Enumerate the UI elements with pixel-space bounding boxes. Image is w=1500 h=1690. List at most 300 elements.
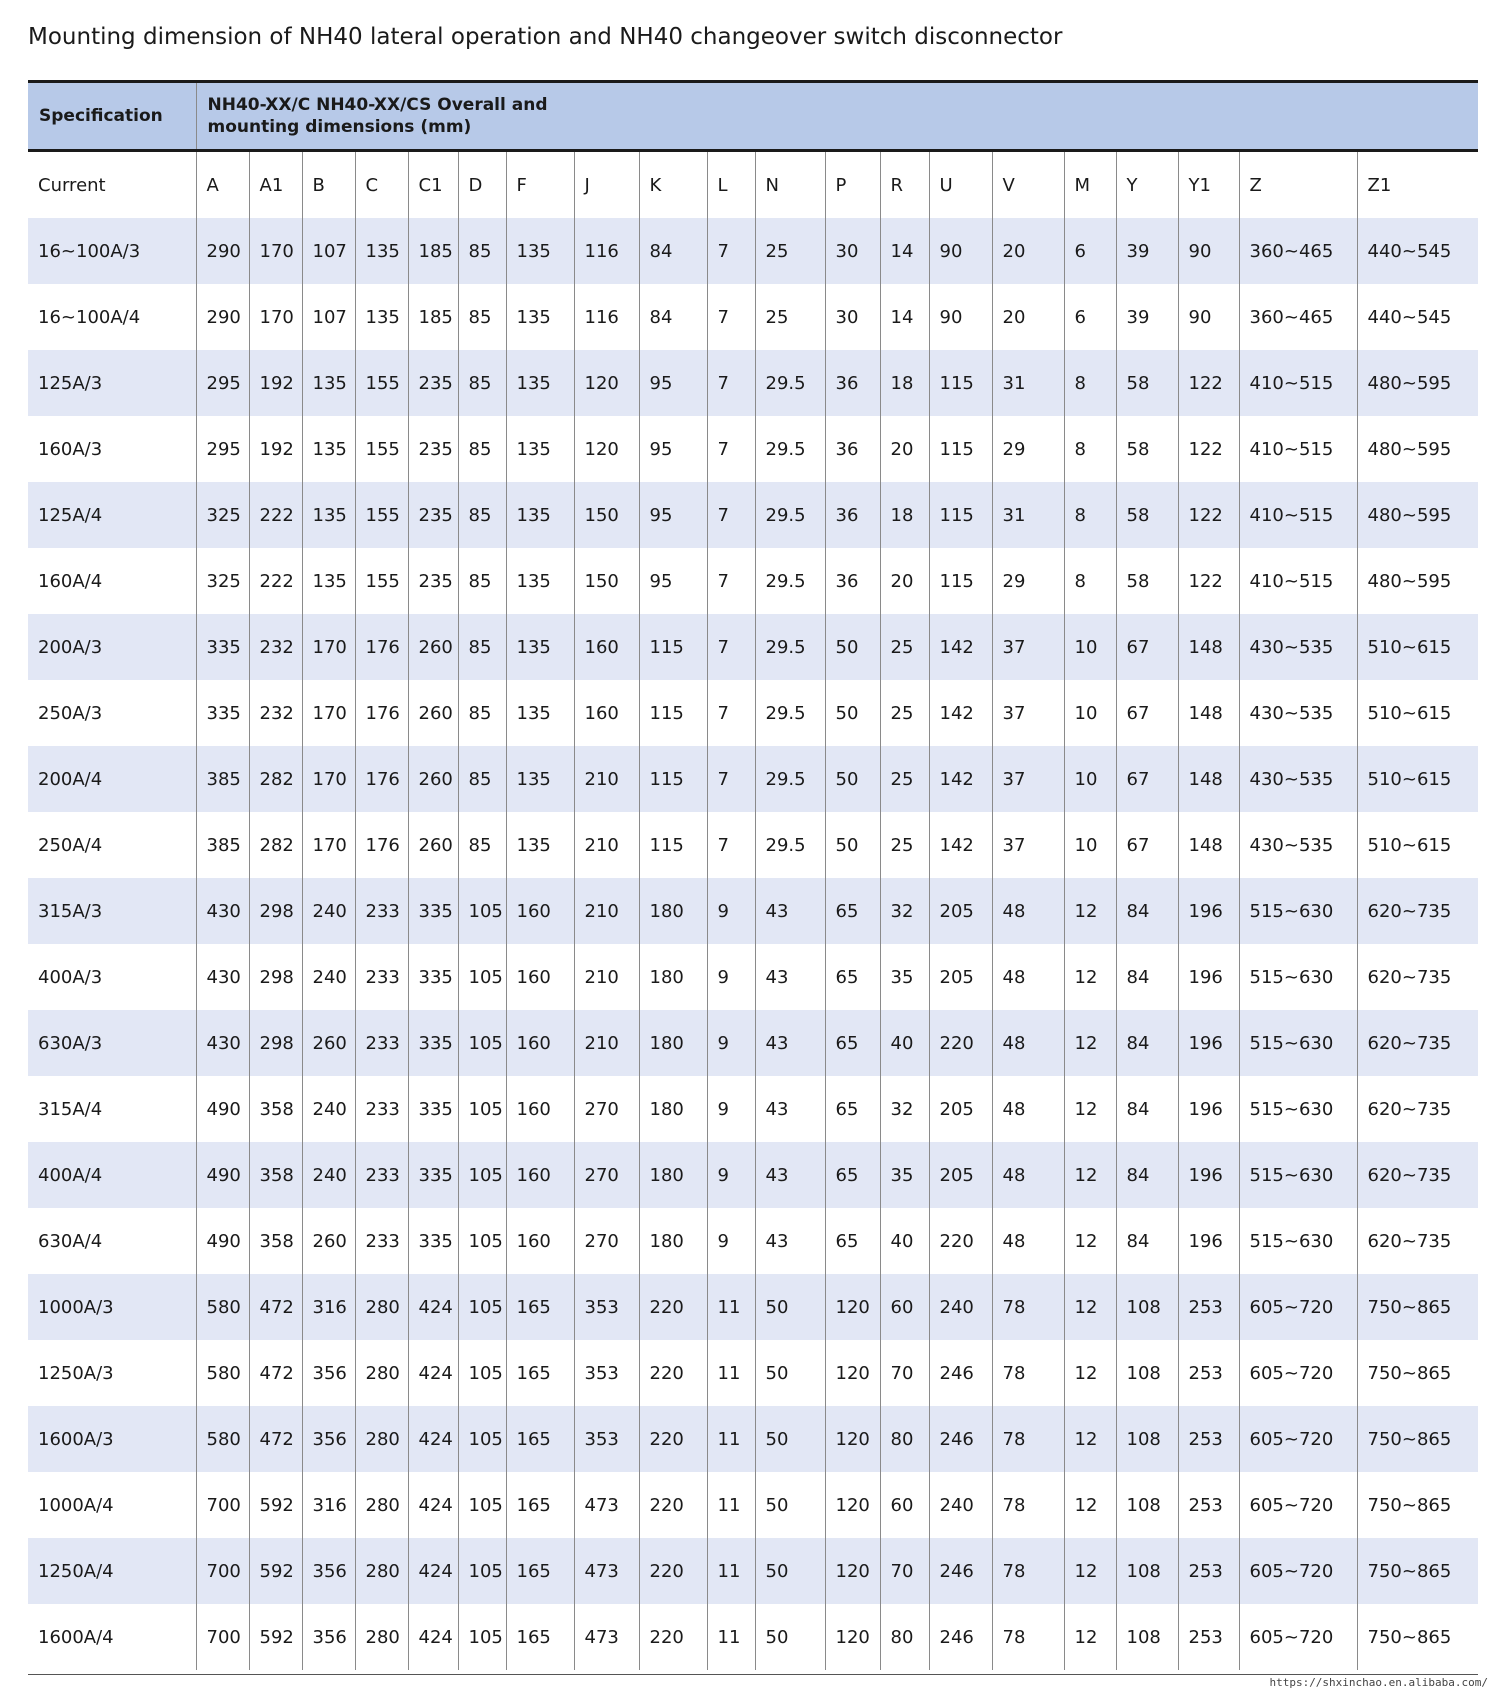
dimension-cell: 11 bbox=[707, 1472, 755, 1538]
dimension-cell: 232 bbox=[249, 680, 302, 746]
dimension-cell: 120 bbox=[825, 1472, 880, 1538]
dimension-cell: 7 bbox=[707, 746, 755, 812]
table-row bbox=[28, 1142, 1478, 1208]
dimension-cell: 605~720 bbox=[1239, 1340, 1357, 1406]
dimension-cell: 43 bbox=[755, 1076, 825, 1142]
dimension-cell: 50 bbox=[755, 1472, 825, 1538]
dimension-cell: 14 bbox=[880, 284, 929, 350]
dimension-cell: 176 bbox=[355, 680, 408, 746]
dimension-cell: 9 bbox=[707, 878, 755, 944]
dimension-cell: 240 bbox=[302, 1076, 355, 1142]
current-cell: 400A/4 bbox=[28, 1142, 196, 1208]
dimension-cell: 430~535 bbox=[1239, 812, 1357, 878]
dimension-cell: 280 bbox=[355, 1340, 408, 1406]
dimension-cell: 233 bbox=[355, 1010, 408, 1076]
dimension-column-header: B bbox=[302, 151, 355, 219]
current-cell: 1000A/4 bbox=[28, 1472, 196, 1538]
dimension-cell: 335 bbox=[408, 1010, 458, 1076]
dimension-cell: 220 bbox=[639, 1604, 707, 1670]
dimension-cell: 235 bbox=[408, 482, 458, 548]
dimension-cell: 12 bbox=[1064, 1208, 1116, 1274]
current-cell: 160A/3 bbox=[28, 416, 196, 482]
dimension-cell: 580 bbox=[196, 1340, 249, 1406]
dimension-cell: 750~865 bbox=[1357, 1274, 1478, 1340]
dimension-cell: 440~545 bbox=[1357, 284, 1478, 350]
dimension-cell: 515~630 bbox=[1239, 1208, 1357, 1274]
dimension-cell: 78 bbox=[992, 1472, 1064, 1538]
dimension-cell: 84 bbox=[1116, 1076, 1178, 1142]
dimension-cell: 9 bbox=[707, 1010, 755, 1076]
dimension-cell: 280 bbox=[355, 1406, 408, 1472]
dimension-cell: 85 bbox=[458, 218, 506, 284]
dimension-cell: 12 bbox=[1064, 1142, 1116, 1208]
dimension-cell: 750~865 bbox=[1357, 1340, 1478, 1406]
current-cell: 315A/3 bbox=[28, 878, 196, 944]
current-cell: 1250A/3 bbox=[28, 1340, 196, 1406]
dimension-cell: 120 bbox=[574, 350, 639, 416]
dimension-cell: 160 bbox=[506, 1208, 574, 1274]
dimension-cell: 325 bbox=[196, 482, 249, 548]
table-row bbox=[28, 350, 1478, 416]
dimension-cell: 7 bbox=[707, 614, 755, 680]
dimension-cell: 233 bbox=[355, 878, 408, 944]
dimension-cell: 30 bbox=[825, 284, 880, 350]
dimension-column-header: K bbox=[639, 151, 707, 219]
dimension-cell: 50 bbox=[755, 1274, 825, 1340]
dimension-cell: 620~735 bbox=[1357, 1076, 1478, 1142]
dimension-column-header: A bbox=[196, 151, 249, 219]
dimension-cell: 700 bbox=[196, 1538, 249, 1604]
dimension-cell: 430~535 bbox=[1239, 746, 1357, 812]
source-watermark: https://shxinchao.en.alibaba.com/ bbox=[1269, 1676, 1488, 1689]
dimension-cell: 235 bbox=[408, 548, 458, 614]
dimension-cell: 210 bbox=[574, 878, 639, 944]
table-row bbox=[28, 1472, 1478, 1538]
dimension-cell: 12 bbox=[1064, 1538, 1116, 1604]
dimension-column-header: V bbox=[992, 151, 1064, 219]
dimension-cell: 335 bbox=[408, 1076, 458, 1142]
dimension-cell: 12 bbox=[1064, 1340, 1116, 1406]
dimension-cell: 148 bbox=[1178, 746, 1239, 812]
dimension-cell: 515~630 bbox=[1239, 878, 1357, 944]
dimension-cell: 48 bbox=[992, 1208, 1064, 1274]
dimension-cell: 185 bbox=[408, 218, 458, 284]
dimension-column-header: Z bbox=[1239, 151, 1357, 219]
dimension-column-header: C bbox=[355, 151, 408, 219]
current-cell: 250A/3 bbox=[28, 680, 196, 746]
dimension-cell: 58 bbox=[1116, 548, 1178, 614]
dimension-cell: 430 bbox=[196, 878, 249, 944]
dimension-cell: 430 bbox=[196, 944, 249, 1010]
dimension-cell: 142 bbox=[929, 746, 992, 812]
table-row bbox=[28, 1538, 1478, 1604]
dimension-cell: 424 bbox=[408, 1340, 458, 1406]
dimension-cell: 29.5 bbox=[755, 812, 825, 878]
dimension-cell: 240 bbox=[302, 878, 355, 944]
dimension-cell: 43 bbox=[755, 1208, 825, 1274]
dimension-cell: 50 bbox=[755, 1340, 825, 1406]
dimension-cell: 85 bbox=[458, 746, 506, 812]
dimension-cell: 282 bbox=[249, 812, 302, 878]
current-cell: 125A/3 bbox=[28, 350, 196, 416]
dimension-cell: 25 bbox=[755, 218, 825, 284]
dimension-cell: 240 bbox=[929, 1472, 992, 1538]
current-cell: 200A/4 bbox=[28, 746, 196, 812]
dimension-cell: 515~630 bbox=[1239, 1010, 1357, 1076]
dimension-cell: 358 bbox=[249, 1142, 302, 1208]
dimension-cell: 12 bbox=[1064, 1010, 1116, 1076]
dimension-cell: 84 bbox=[639, 218, 707, 284]
dimension-cell: 232 bbox=[249, 614, 302, 680]
dimension-cell: 316 bbox=[302, 1274, 355, 1340]
dimension-cell: 65 bbox=[825, 878, 880, 944]
dimension-cell: 48 bbox=[992, 944, 1064, 1010]
dimension-cell: 116 bbox=[574, 284, 639, 350]
current-cell: 160A/4 bbox=[28, 548, 196, 614]
dimension-cell: 115 bbox=[639, 680, 707, 746]
dimension-cell: 356 bbox=[302, 1340, 355, 1406]
dimension-cell: 220 bbox=[639, 1406, 707, 1472]
dimension-cell: 270 bbox=[574, 1076, 639, 1142]
dimension-cell: 48 bbox=[992, 1142, 1064, 1208]
dimension-cell: 120 bbox=[825, 1604, 880, 1670]
dimension-cell: 37 bbox=[992, 812, 1064, 878]
dimension-cell: 353 bbox=[574, 1406, 639, 1472]
dimension-cell: 29.5 bbox=[755, 482, 825, 548]
dimension-cell: 165 bbox=[506, 1340, 574, 1406]
dimension-cell: 298 bbox=[249, 878, 302, 944]
dimension-cell: 122 bbox=[1178, 416, 1239, 482]
current-cell: 16~100A/4 bbox=[28, 284, 196, 350]
dimension-cell: 335 bbox=[196, 680, 249, 746]
dimension-cell: 295 bbox=[196, 350, 249, 416]
dimension-cell: 260 bbox=[408, 680, 458, 746]
dimension-cell: 8 bbox=[1064, 350, 1116, 416]
dimension-cell: 430~535 bbox=[1239, 680, 1357, 746]
dimension-cell: 620~735 bbox=[1357, 878, 1478, 944]
dimension-column-header: A1 bbox=[249, 151, 302, 219]
dimension-cell: 105 bbox=[458, 944, 506, 1010]
dimension-cell: 120 bbox=[574, 416, 639, 482]
dimension-cell: 605~720 bbox=[1239, 1604, 1357, 1670]
dimension-cell: 410~515 bbox=[1239, 548, 1357, 614]
dimension-cell: 424 bbox=[408, 1406, 458, 1472]
dimension-cell: 9 bbox=[707, 1076, 755, 1142]
dimension-cell: 148 bbox=[1178, 812, 1239, 878]
dimension-cell: 10 bbox=[1064, 812, 1116, 878]
dimension-cell: 335 bbox=[408, 1142, 458, 1208]
dimension-cell: 95 bbox=[639, 416, 707, 482]
dimension-cell: 105 bbox=[458, 1076, 506, 1142]
dimension-cell: 473 bbox=[574, 1472, 639, 1538]
current-cell: 315A/4 bbox=[28, 1076, 196, 1142]
current-cell: 400A/3 bbox=[28, 944, 196, 1010]
dimension-cell: 170 bbox=[302, 746, 355, 812]
dimension-cell: 160 bbox=[574, 614, 639, 680]
dimension-cell: 50 bbox=[755, 1406, 825, 1472]
dimension-cell: 360~465 bbox=[1239, 218, 1357, 284]
dimension-cell: 108 bbox=[1116, 1406, 1178, 1472]
dimension-cell: 78 bbox=[992, 1274, 1064, 1340]
dimension-cell: 29 bbox=[992, 548, 1064, 614]
dimension-cell: 424 bbox=[408, 1538, 458, 1604]
dimension-cell: 515~630 bbox=[1239, 1076, 1357, 1142]
dimension-cell: 176 bbox=[355, 614, 408, 680]
dimension-cell: 105 bbox=[458, 1472, 506, 1538]
dimension-cell: 356 bbox=[302, 1604, 355, 1670]
dimension-cell: 700 bbox=[196, 1604, 249, 1670]
dimension-cell: 12 bbox=[1064, 1274, 1116, 1340]
dimension-cell: 210 bbox=[574, 1010, 639, 1076]
dimension-cell: 105 bbox=[458, 1604, 506, 1670]
dimension-cell: 12 bbox=[1064, 1604, 1116, 1670]
dimension-cell: 135 bbox=[506, 218, 574, 284]
dimension-cell: 65 bbox=[825, 1010, 880, 1076]
dimension-cell: 260 bbox=[408, 614, 458, 680]
dimension-cell: 353 bbox=[574, 1340, 639, 1406]
dimension-column-header: F bbox=[506, 151, 574, 219]
dimension-cell: 67 bbox=[1116, 812, 1178, 878]
dimension-cell: 210 bbox=[574, 746, 639, 812]
dimension-cell: 253 bbox=[1178, 1472, 1239, 1538]
dimension-cell: 29 bbox=[992, 416, 1064, 482]
dimension-cell: 510~615 bbox=[1357, 680, 1478, 746]
dimension-cell: 43 bbox=[755, 1010, 825, 1076]
dimension-cell: 280 bbox=[355, 1538, 408, 1604]
dimension-cell: 7 bbox=[707, 284, 755, 350]
dimension-cell: 12 bbox=[1064, 1472, 1116, 1538]
dimension-cell: 620~735 bbox=[1357, 1208, 1478, 1274]
dimension-cell: 510~615 bbox=[1357, 746, 1478, 812]
dimension-cell: 84 bbox=[1116, 1010, 1178, 1076]
dimension-cell: 35 bbox=[880, 944, 929, 1010]
dimension-cell: 150 bbox=[574, 482, 639, 548]
table-row bbox=[28, 284, 1478, 350]
dimension-cell: 160 bbox=[574, 680, 639, 746]
dimension-cell: 620~735 bbox=[1357, 1142, 1478, 1208]
dimension-cell: 155 bbox=[355, 548, 408, 614]
dimension-cell: 135 bbox=[302, 548, 355, 614]
dimension-cell: 115 bbox=[929, 416, 992, 482]
dimension-cell: 240 bbox=[302, 944, 355, 1010]
table-row bbox=[28, 218, 1478, 284]
dimension-cell: 10 bbox=[1064, 746, 1116, 812]
dimension-cell: 210 bbox=[574, 812, 639, 878]
dimension-cell: 8 bbox=[1064, 482, 1116, 548]
dimension-cell: 192 bbox=[249, 416, 302, 482]
dimension-cell: 510~615 bbox=[1357, 812, 1478, 878]
group-header-line2: mounting dimensions (mm) bbox=[207, 117, 472, 137]
dimension-cell: 20 bbox=[880, 416, 929, 482]
dimension-cell: 80 bbox=[880, 1604, 929, 1670]
table-row bbox=[28, 878, 1478, 944]
dimension-cell: 580 bbox=[196, 1274, 249, 1340]
dimension-cell: 135 bbox=[506, 680, 574, 746]
dimension-cell: 135 bbox=[506, 482, 574, 548]
dimension-cell: 35 bbox=[880, 1142, 929, 1208]
dimension-cell: 410~515 bbox=[1239, 416, 1357, 482]
dimension-cell: 37 bbox=[992, 746, 1064, 812]
dimension-cell: 515~630 bbox=[1239, 1142, 1357, 1208]
dimension-cell: 122 bbox=[1178, 548, 1239, 614]
dimension-cell: 78 bbox=[992, 1340, 1064, 1406]
dimension-cell: 295 bbox=[196, 416, 249, 482]
dimension-cell: 233 bbox=[355, 1208, 408, 1274]
dimension-cell: 105 bbox=[458, 1142, 506, 1208]
dimension-cell: 196 bbox=[1178, 1010, 1239, 1076]
dimension-cell: 135 bbox=[506, 614, 574, 680]
dimension-cell: 95 bbox=[639, 350, 707, 416]
dimension-cell: 67 bbox=[1116, 746, 1178, 812]
current-cell: 250A/4 bbox=[28, 812, 196, 878]
table-row bbox=[28, 548, 1478, 614]
dimension-cell: 246 bbox=[929, 1340, 992, 1406]
dimension-cell: 122 bbox=[1178, 350, 1239, 416]
table-header-row bbox=[28, 82, 1478, 151]
dimension-cell: 424 bbox=[408, 1472, 458, 1538]
dimension-cell: 605~720 bbox=[1239, 1274, 1357, 1340]
dimension-cell: 135 bbox=[302, 350, 355, 416]
dimension-cell: 29.5 bbox=[755, 416, 825, 482]
dimension-cell: 160 bbox=[506, 1142, 574, 1208]
dimension-cell: 253 bbox=[1178, 1604, 1239, 1670]
dimension-cell: 165 bbox=[506, 1538, 574, 1604]
dimension-cell: 385 bbox=[196, 812, 249, 878]
dimension-cell: 480~595 bbox=[1357, 416, 1478, 482]
dimension-cell: 9 bbox=[707, 1142, 755, 1208]
dimension-cell: 7 bbox=[707, 812, 755, 878]
dimension-cell: 210 bbox=[574, 944, 639, 1010]
dimension-cell: 65 bbox=[825, 1142, 880, 1208]
dimension-cell: 750~865 bbox=[1357, 1406, 1478, 1472]
dimension-cell: 142 bbox=[929, 614, 992, 680]
dimension-cell: 58 bbox=[1116, 350, 1178, 416]
dimension-cell: 58 bbox=[1116, 482, 1178, 548]
dimension-cell: 430~535 bbox=[1239, 614, 1357, 680]
dimension-cell: 750~865 bbox=[1357, 1538, 1478, 1604]
dimension-cell: 170 bbox=[249, 284, 302, 350]
dimension-cell: 605~720 bbox=[1239, 1538, 1357, 1604]
dimension-cell: 36 bbox=[825, 548, 880, 614]
dimension-column-header: D bbox=[458, 151, 506, 219]
dimension-cell: 246 bbox=[929, 1406, 992, 1472]
dimension-column-header: L bbox=[707, 151, 755, 219]
dimension-cell: 67 bbox=[1116, 680, 1178, 746]
dimension-cell: 473 bbox=[574, 1604, 639, 1670]
dimension-cell: 115 bbox=[639, 746, 707, 812]
dimension-cell: 84 bbox=[1116, 1208, 1178, 1274]
dimension-cell: 325 bbox=[196, 548, 249, 614]
dimension-cell: 480~595 bbox=[1357, 548, 1478, 614]
dimension-cell: 7 bbox=[707, 548, 755, 614]
dimension-column-header: R bbox=[880, 151, 929, 219]
dimension-cell: 11 bbox=[707, 1604, 755, 1670]
dimension-cell: 40 bbox=[880, 1208, 929, 1274]
table-row bbox=[28, 482, 1478, 548]
dimension-cell: 108 bbox=[1116, 1472, 1178, 1538]
dimension-cell: 12 bbox=[1064, 1406, 1116, 1472]
dimension-cell: 36 bbox=[825, 482, 880, 548]
dimension-cell: 233 bbox=[355, 944, 408, 1010]
dimension-cell: 107 bbox=[302, 284, 355, 350]
dimension-cell: 205 bbox=[929, 944, 992, 1010]
dimension-cell: 37 bbox=[992, 680, 1064, 746]
dimension-cell: 12 bbox=[1064, 944, 1116, 1010]
dimension-cell: 480~595 bbox=[1357, 482, 1478, 548]
dimension-cell: 65 bbox=[825, 1208, 880, 1274]
dimension-cell: 142 bbox=[929, 680, 992, 746]
dimension-cell: 280 bbox=[355, 1604, 408, 1670]
dimension-cell: 115 bbox=[929, 482, 992, 548]
dimension-cell: 18 bbox=[880, 350, 929, 416]
dimension-cell: 29.5 bbox=[755, 548, 825, 614]
table-row bbox=[28, 1076, 1478, 1142]
dimension-cell: 20 bbox=[880, 548, 929, 614]
dimension-cell: 70 bbox=[880, 1340, 929, 1406]
dimension-cell: 253 bbox=[1178, 1340, 1239, 1406]
dimension-cell: 105 bbox=[458, 1274, 506, 1340]
dimension-cell: 31 bbox=[992, 482, 1064, 548]
dimension-cell: 120 bbox=[825, 1406, 880, 1472]
dimension-cell: 95 bbox=[639, 548, 707, 614]
page-title: Mounting dimension of NH40 lateral operation and NH40 changeover switch disconnector bbox=[28, 24, 1063, 50]
dimension-cell: 108 bbox=[1116, 1604, 1178, 1670]
dimension-cell: 605~720 bbox=[1239, 1472, 1357, 1538]
dimension-cell: 135 bbox=[506, 812, 574, 878]
dimension-column-header: U bbox=[929, 151, 992, 219]
dimension-cell: 620~735 bbox=[1357, 944, 1478, 1010]
dimension-cell: 135 bbox=[506, 548, 574, 614]
dimension-cell: 31 bbox=[992, 350, 1064, 416]
dimension-cell: 235 bbox=[408, 416, 458, 482]
dimension-table bbox=[28, 80, 1478, 1670]
dimension-cell: 115 bbox=[639, 614, 707, 680]
dimension-cell: 43 bbox=[755, 944, 825, 1010]
dimension-cell: 246 bbox=[929, 1604, 992, 1670]
dimension-cell: 84 bbox=[639, 284, 707, 350]
dimension-cell: 85 bbox=[458, 680, 506, 746]
dimension-cell: 222 bbox=[249, 548, 302, 614]
dimension-cell: 592 bbox=[249, 1538, 302, 1604]
dimension-cell: 105 bbox=[458, 878, 506, 944]
dimension-cell: 298 bbox=[249, 1010, 302, 1076]
dimension-cell: 25 bbox=[880, 746, 929, 812]
dimension-cell: 222 bbox=[249, 482, 302, 548]
dimension-cell: 160 bbox=[506, 944, 574, 1010]
dimension-cell: 148 bbox=[1178, 614, 1239, 680]
dimension-cell: 50 bbox=[825, 746, 880, 812]
dimension-cell: 135 bbox=[506, 284, 574, 350]
dimension-cell: 135 bbox=[355, 218, 408, 284]
dimension-cell: 515~630 bbox=[1239, 944, 1357, 1010]
dimension-cell: 358 bbox=[249, 1208, 302, 1274]
dimension-column-header: Y1 bbox=[1178, 151, 1239, 219]
dimension-cell: 196 bbox=[1178, 1142, 1239, 1208]
dimension-cell: 85 bbox=[458, 284, 506, 350]
dimension-cell: 6 bbox=[1064, 218, 1116, 284]
dimension-cell: 233 bbox=[355, 1076, 408, 1142]
dimension-cell: 48 bbox=[992, 1076, 1064, 1142]
dimension-cell: 410~515 bbox=[1239, 350, 1357, 416]
dimension-cell: 750~865 bbox=[1357, 1604, 1478, 1670]
dimension-cell: 32 bbox=[880, 1076, 929, 1142]
dimension-column-header: P bbox=[825, 151, 880, 219]
table-row bbox=[28, 1406, 1478, 1472]
dimension-cell: 115 bbox=[639, 812, 707, 878]
dimension-cell: 282 bbox=[249, 746, 302, 812]
dimension-cell: 29.5 bbox=[755, 746, 825, 812]
dimension-cell: 424 bbox=[408, 1274, 458, 1340]
